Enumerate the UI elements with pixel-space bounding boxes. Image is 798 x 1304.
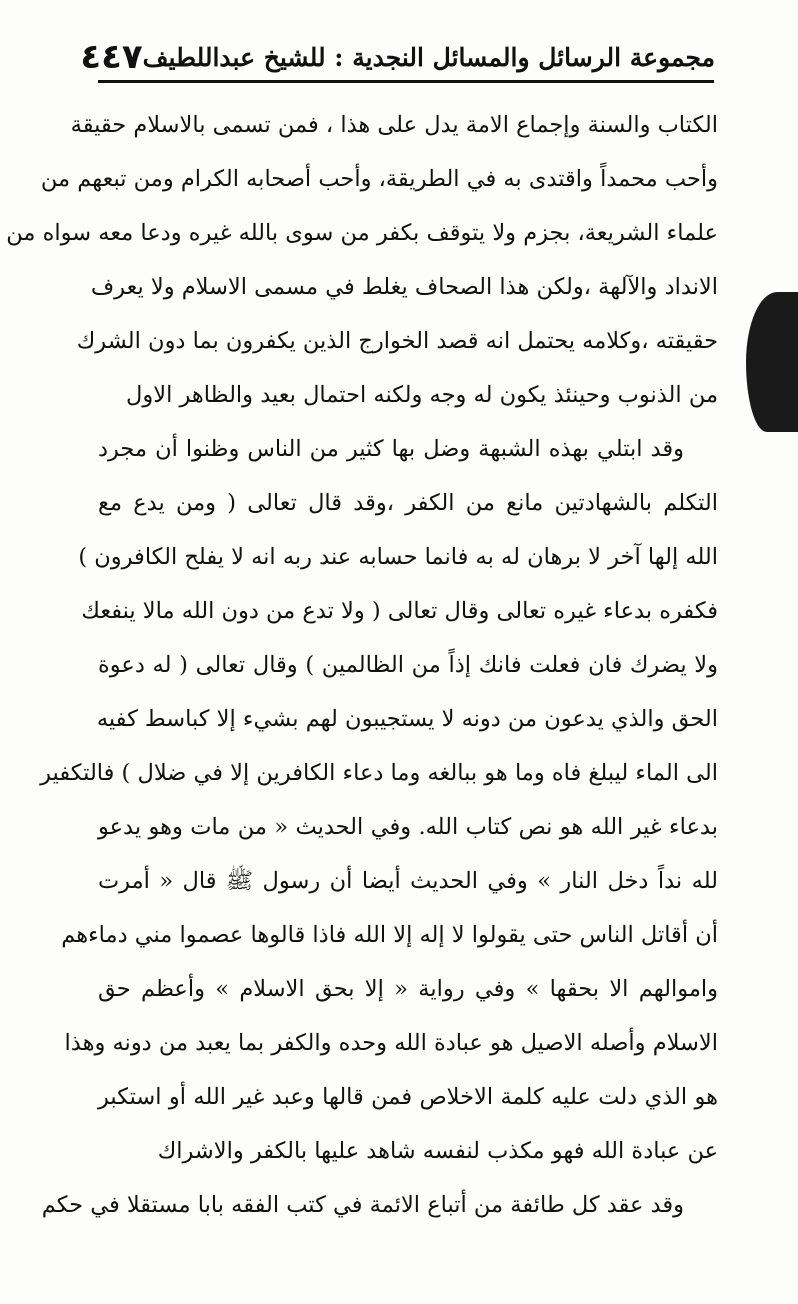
- text-line: فكفره بدعاء غيره تعالى وقال تعالى ( ولا تدع من دون الله مالا ينفعك: [81, 598, 718, 624]
- text-line: الاسلام وأصله الاصيل هو عبادة الله وحده والكفر بما يعبد من دونه وهذا: [64, 1030, 718, 1056]
- text-line: الحق والذي يدعون من دونه لا يستجيبون لهم بشيء إلا كباسط كفيه: [96, 706, 718, 732]
- text-line: هو الذي دلت عليه كلمة الاخلاص فمن قالها وعبد غير الله أو استكبر: [98, 1084, 718, 1110]
- text-line: الكتاب والسنة وإجماع الامة يدل على هذا ، فمن تسمى بالاسلام حقيقة: [70, 112, 718, 138]
- text-line: واموالهم الا بحقها » وفي رواية « إلا بحق الاسلام » وأعظم حق: [98, 976, 718, 1002]
- text-line: لله نداً دخل النار » وفي الحديث أيضا أن رسول ﷺ قال « أمرت: [98, 868, 718, 894]
- header-rule: [98, 80, 714, 83]
- page-number: ٤٤٧: [80, 37, 143, 77]
- text-line: الله إلها آخر لا برهان له به فانما حسابه عند ربه انه لا يفلح الكافرون ): [78, 544, 718, 570]
- running-title: مجموعة الرسائل والمسائل النجدية : للشيخ عبداللطيف: [142, 42, 715, 72]
- text-line: ولا يضرك فان فعلت فانك إذاً من الظالمين ) وقال تعالى ( له دعوة: [98, 652, 718, 678]
- text-line: وقد ابتلي بهذه الشبهة وضل بها كثير من الناس وظنوا أن مجرد: [98, 436, 684, 462]
- text-line: وقد عقد كل طائفة من أتباع الائمة في كتب الفقه بابا مستقلا في حكم: [41, 1192, 684, 1218]
- text-line: بدعاء غير الله هو نص كتاب الله. وفي الحديث « من مات وهو يدعو: [98, 814, 718, 840]
- text-line: عن عبادة الله فهو مكذب لنفسه شاهد عليها بالكفر والاشراك: [157, 1138, 718, 1164]
- text-line: التكلم بالشهادتين مانع من الكفر ،وقد قال تعالى ( ومن يدع مع: [98, 490, 718, 516]
- page-header: [80, 32, 715, 82]
- body-text: [6, 98, 718, 1232]
- text-line: أن أقاتل الناس حتى يقولوا لا إله إلا الله فاذا قالوها عصموا مني دماءهم: [61, 922, 718, 948]
- text-line: حقيقته ،وكلامه يحتمل انه قصد الخوارج الذين يكفرون بما دون الشرك: [76, 328, 718, 354]
- text-line: من الذنوب وحينئذ يكون له وجه ولكنه احتمال بعيد والظاهر الاول: [126, 382, 718, 408]
- text-line: الانداد والآلهة ،ولكن هذا الصحاف يغلط في مسمى الاسلام ولا يعرف: [90, 274, 718, 300]
- text-line: علماء الشريعة، بجزم ولا يتوقف بكفر من سوى بالله غيره ودعا معه سواه من: [6, 220, 718, 246]
- text-line: وأحب محمداً واقتدى به في الطريقة، وأحب أصحابه الكرام ومن تبعهم من: [40, 166, 718, 192]
- text-line: الى الماء ليبلغ فاه وما هو ببالغه وما دعاء الكافرين إلا في ضلال ) فالتكفير: [40, 760, 718, 786]
- page-edge-damage: [746, 292, 798, 432]
